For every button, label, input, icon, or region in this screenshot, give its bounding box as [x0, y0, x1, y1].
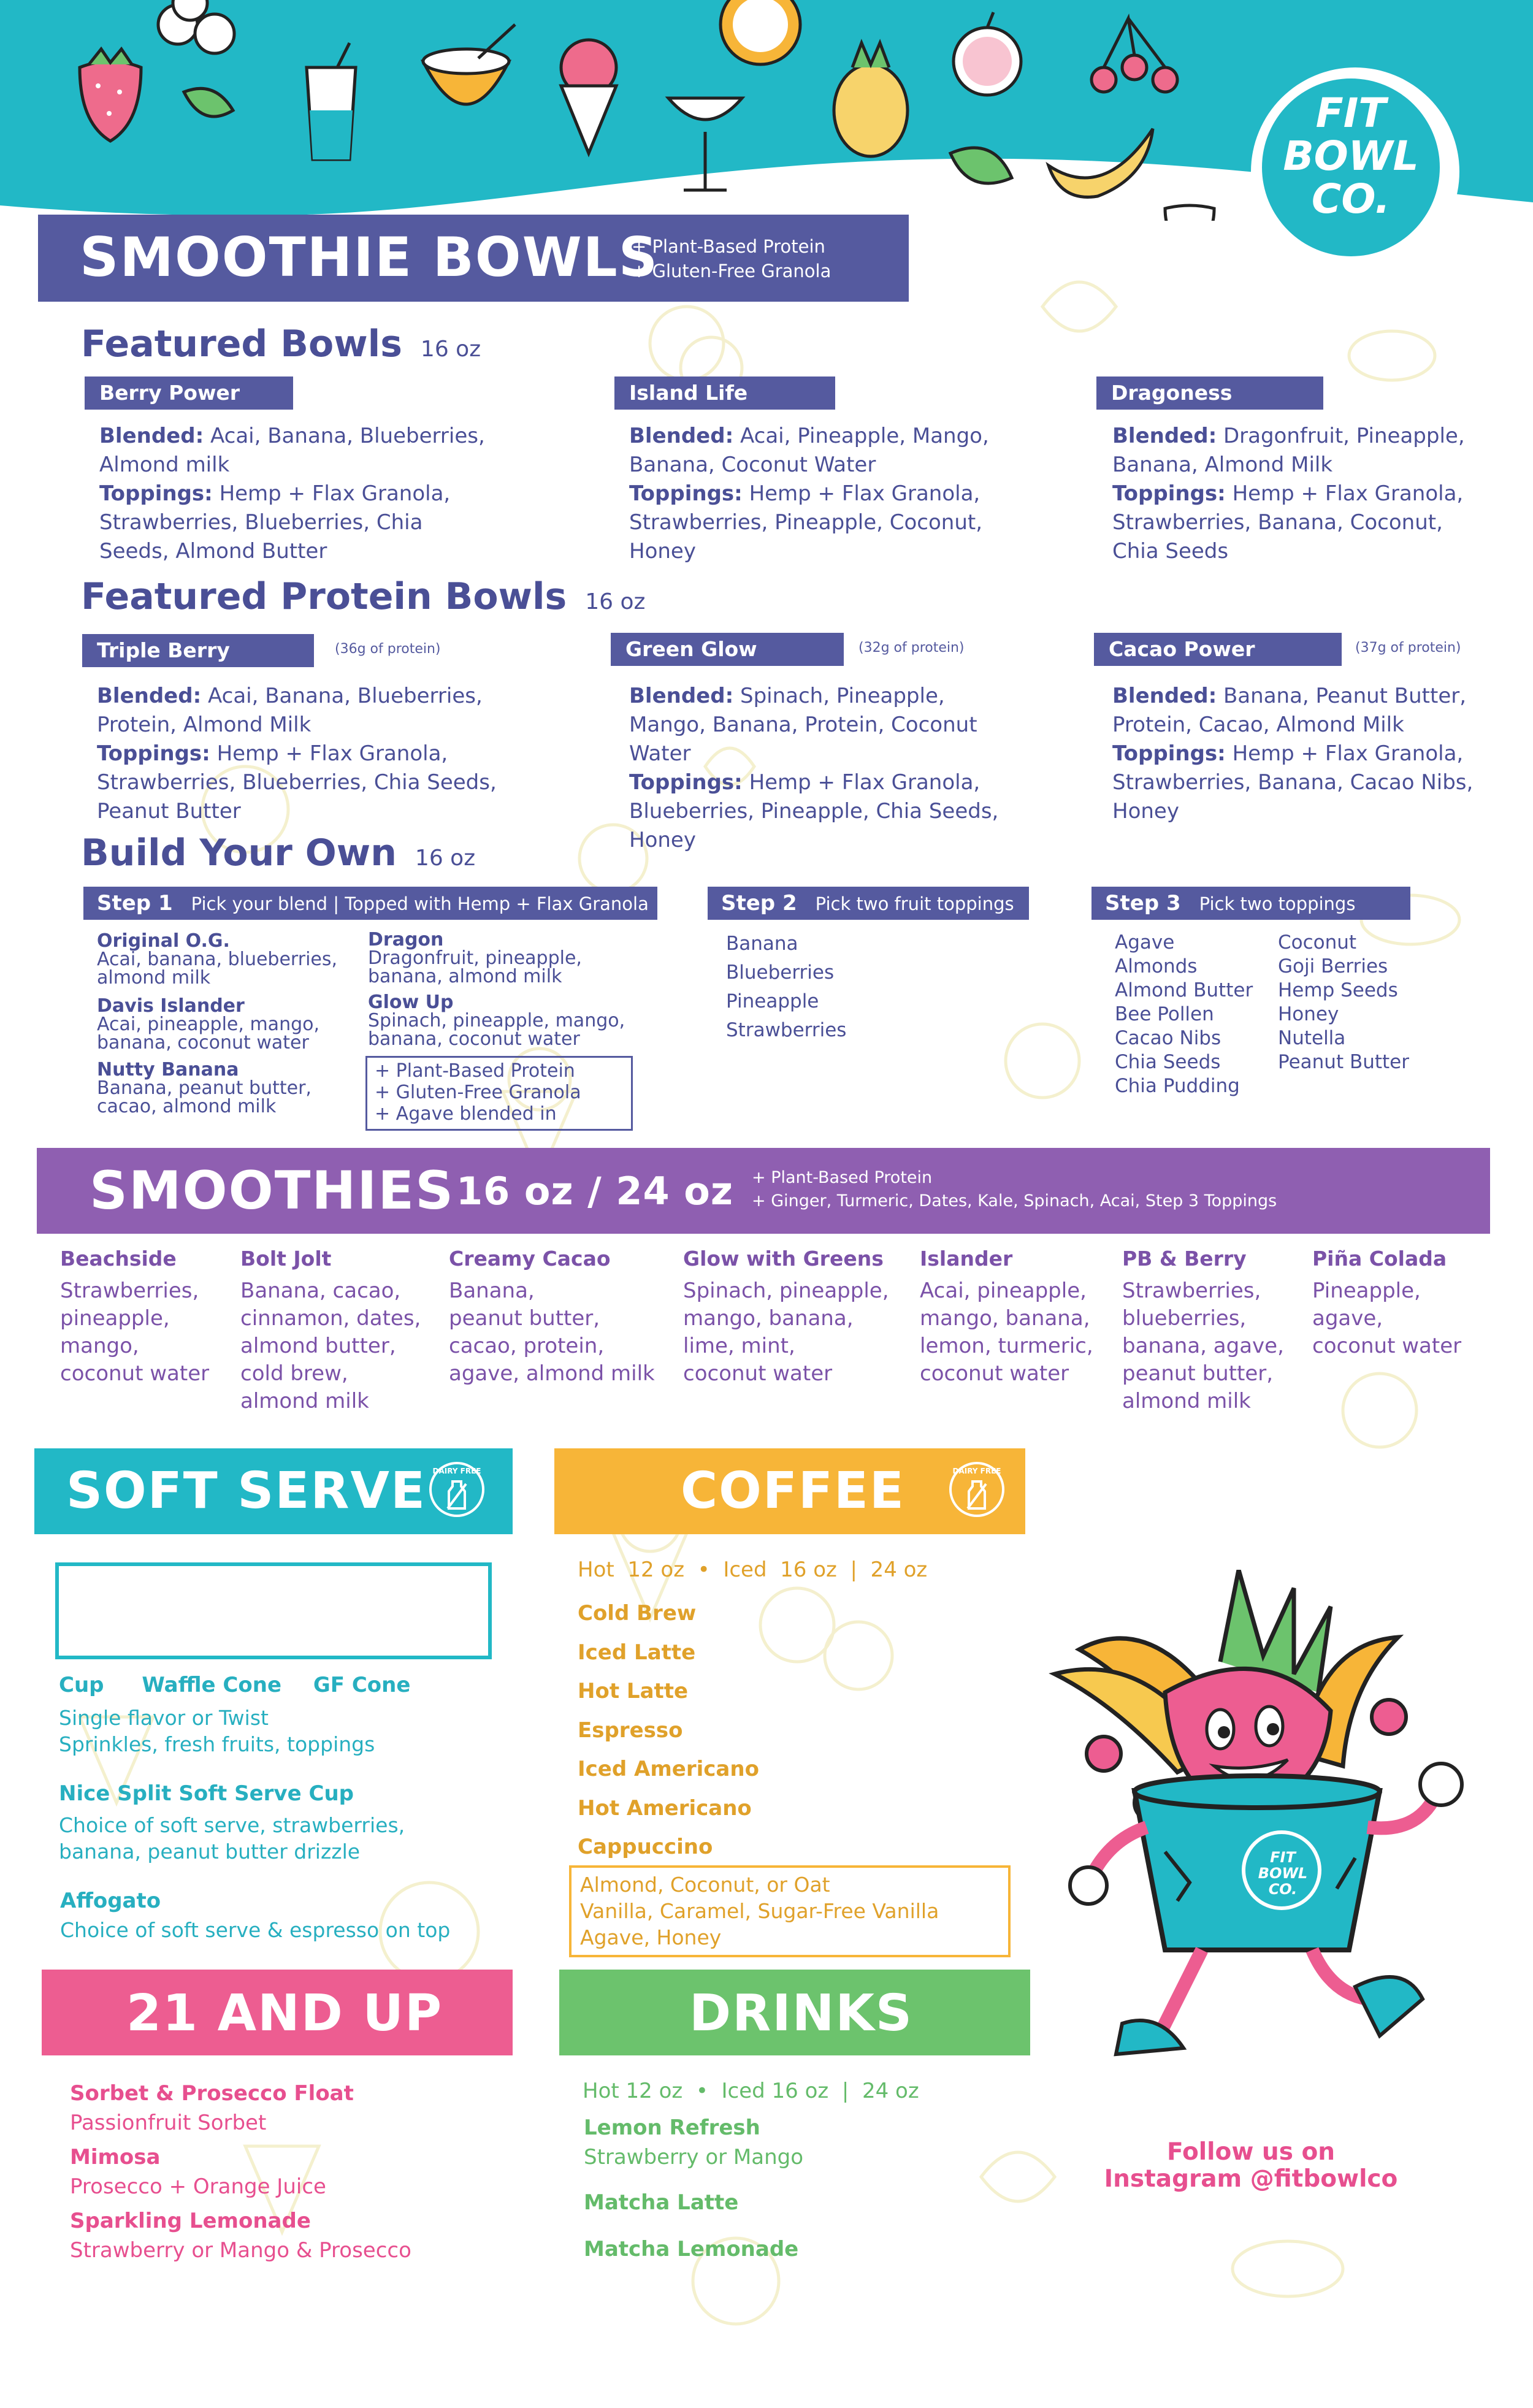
smoothie-name: Beachside [60, 1247, 177, 1271]
step-3-text: Pick two toppings [1199, 893, 1356, 914]
drink-item-name: Matcha Latte [584, 2190, 739, 2215]
smoothie-line: cold brew, [240, 1361, 348, 1386]
blended-label: Blended: [97, 684, 202, 708]
step-2-list [726, 930, 846, 1045]
soft-serve-flavor-box [55, 1562, 492, 1659]
coffee-option: Agave, Honey [580, 1925, 722, 1949]
toppings-label: Toppings: [97, 741, 210, 766]
bowl-toppings: Hemp + Flax Granola, Strawberries, Pineapple, Coconut, Honey [629, 481, 983, 564]
bowl-blended: Dragonfruit, Pineapple, Banana, Almond Milk [1112, 424, 1465, 477]
protein-amount: (36g of protein) [335, 641, 441, 657]
addon: + Plant-Based Protein [375, 1060, 575, 1082]
coffee-title: COFFEE [681, 1462, 905, 1520]
build-your-own-title: Build Your Own [81, 831, 397, 874]
coffee-sizes: Hot 12 oz • Iced 16 oz | 24 oz [578, 1558, 928, 1582]
step-1-label [83, 887, 657, 920]
smoothie-line: agave, [1312, 1306, 1383, 1331]
ice-cream-icon [561, 40, 616, 153]
bowl-blended: Acai, Pineapple, Mango, Banana, Coconut Water [629, 424, 989, 477]
smoothie-creamy-cacao [449, 1245, 655, 1388]
smoothie-line: mango, [60, 1334, 139, 1358]
coffee-item: Hot Latte [578, 1679, 689, 1703]
bowl-label-triple-berry: Triple Berry [82, 634, 314, 667]
smoothies-addon: + Plant-Based Protein [752, 1168, 933, 1187]
smoothie-name: Bolt Jolt [240, 1247, 332, 1271]
mascot-bowl-logo [1245, 1849, 1321, 1897]
blend-nutty-banana [97, 1061, 354, 1116]
blend-name: Dragon [368, 929, 444, 950]
follow-line: Follow us on [1166, 2138, 1336, 2166]
smoothie-bowls-addon: + Gluten-Free Granola [632, 261, 831, 281]
list-item: Agave [1115, 931, 1175, 954]
smoothie-line: lemon, turmeric, [920, 1334, 1093, 1358]
bowl-blended: Acai, Banana, Blueberries, Protein, Almond Milk [97, 684, 483, 737]
coffee-item: Cold Brew [578, 1601, 697, 1626]
blend-desc: Dragonfruit, pineapple, banana, almond milk [368, 947, 582, 987]
step-3-number: Step 3 [1105, 891, 1181, 915]
strawberry-icon [80, 49, 141, 141]
drink-item-name: Matcha Lemonade [584, 2237, 799, 2261]
smoothie-name: PB & Berry [1122, 1247, 1247, 1271]
protein-amount: (32g of protein) [858, 640, 965, 656]
drink-item-name: Lemon Refresh [584, 2116, 760, 2140]
smoothie-line: pineapple, [60, 1306, 170, 1331]
adults-list [70, 2079, 411, 2265]
nice-split-line: Choice of soft serve, strawberries, [59, 1813, 405, 1837]
list-item: Pineapple [726, 990, 819, 1012]
smoothie-line: peanut butter, [449, 1306, 600, 1331]
smoothie-bowls-addons [632, 234, 831, 283]
bowl-toppings: Hemp + Flax Granola, Strawberries, Blueberries, Chia Seeds, Peanut Butter [97, 741, 497, 824]
blend-davis-islander [97, 997, 354, 1052]
protein-amount: (37g of protein) [1355, 640, 1461, 656]
affogato-desc: Choice of soft serve & espresso on top [60, 1918, 451, 1942]
bowl-desc-dragoness [1112, 422, 1493, 566]
smoothie-line: Banana, cacao, [240, 1279, 401, 1303]
bowl-desc-triple-berry [97, 682, 502, 826]
coffee-item: Espresso [578, 1718, 683, 1743]
blend-original-og [97, 932, 354, 987]
smoothies-title: SMOOTHIES [90, 1160, 455, 1221]
smoothie-name: Creamy Cacao [449, 1247, 611, 1271]
smoothie-beachside [60, 1245, 209, 1388]
drink-cup-icon [307, 43, 356, 159]
strawberry-icon [1165, 205, 1214, 221]
build-your-own-size: 16 oz [415, 846, 476, 871]
adult-item-desc: Prosecco + Orange Juice [70, 2174, 326, 2199]
list-item: Nutella [1278, 1027, 1346, 1049]
pineapple-icon [834, 43, 908, 156]
step-1-number: Step 1 [97, 891, 173, 915]
logo-line-2: BOWL [1283, 132, 1419, 180]
blended-label: Blended: [629, 424, 734, 448]
nice-split-name: Nice Split Soft Serve Cup [59, 1781, 354, 1806]
nice-split-line: banana, peanut butter drizzle [59, 1840, 361, 1863]
blended-label: Blended: [1112, 424, 1217, 448]
bowl-desc-green-glow [629, 682, 1028, 855]
affogato-name: Affogato [60, 1889, 161, 1913]
bowl-blended: Acai, Banana, Blueberries, Almond milk [99, 424, 485, 477]
list-item: Bee Pollen [1115, 1003, 1214, 1025]
bowl-blended: Banana, Peanut Butter, Protein, Cacao, Almond Milk [1112, 684, 1467, 737]
bowl-label-dragoness: Dragoness [1096, 376, 1323, 410]
list-item: Chia Seeds [1115, 1051, 1221, 1073]
bowl-toppings: Hemp + Flax Granola, Blueberries, Pineapple, Chia Seeds, Honey [629, 770, 999, 852]
coffee-item: Iced Americano [578, 1757, 759, 1781]
smoothie-name: Glow with Greens [683, 1247, 884, 1271]
blended-label: Blended: [1112, 684, 1217, 708]
logo-line-1: FIT [1315, 90, 1386, 137]
blend-desc: Banana, peanut butter, cacao, almond milk [97, 1077, 312, 1117]
adult-item-desc: Passionfruit Sorbet [70, 2111, 267, 2135]
list-item: Banana [726, 933, 798, 955]
featured-bowls-size: 16 oz [420, 337, 481, 362]
nice-split [59, 1781, 405, 1865]
smoothie-line: Spinach, pineapple, [683, 1279, 889, 1303]
list-item: Almonds [1115, 955, 1198, 977]
list-item: Blueberries [726, 961, 835, 984]
coffee-option: Almond, Coconut, or Oat [580, 1873, 830, 1897]
bowl-toppings: Hemp + Flax Granola, Strawberries, Banana, Coconut, Chia Seeds [1112, 481, 1464, 564]
soft-serve-options-desc [59, 1705, 375, 1757]
addon: + Agave blended in [375, 1103, 557, 1125]
smoothie-line: coconut water [920, 1361, 1069, 1386]
smoothie-name: Islander [920, 1247, 1013, 1271]
bowl-blended: Spinach, Pineapple, Mango, Banana, Protein, Coconut Water [629, 684, 977, 766]
smoothie-line: coconut water [60, 1361, 210, 1386]
blend-desc: Spinach, pineapple, mango, banana, coconut water [368, 1010, 625, 1050]
bowl-toppings: Hemp + Flax Granola, Strawberries, Banana, Cacao Nibs, Honey [1112, 741, 1474, 824]
coffee-item: Cappuccino [578, 1835, 713, 1859]
smoothie-line: almond butter, [240, 1334, 396, 1358]
protein-bowls-title: Featured Protein Bowls [81, 575, 567, 618]
soft-serve-options [59, 1673, 410, 1697]
bowl-toppings: Hemp + Flax Granola, Strawberries, Blueberries, Chia Seeds, Almond Butter [99, 481, 451, 564]
milk-bottle-icon [965, 1480, 988, 1511]
coffee-list [578, 1594, 759, 1867]
option-gf-cone: GF Cone [313, 1673, 411, 1697]
list-item: Goji Berries [1278, 955, 1388, 977]
adult-item-desc: Strawberry or Mango & Prosecco [70, 2238, 411, 2263]
step-1-text: Pick your blend | Topped with Hemp + Flax Granola [191, 893, 649, 914]
smoothie-line: Banana, [449, 1279, 535, 1303]
coconut-icon [423, 25, 515, 104]
step-1-addons-box [365, 1056, 633, 1131]
mascot-illustration [1036, 1570, 1502, 2085]
adult-item-name: Mimosa [70, 2145, 161, 2169]
blend-desc: Acai, pineapple, mango, banana, coconut water [97, 1014, 320, 1053]
smoothie-line: Acai, pineapple, [920, 1279, 1087, 1303]
smoothie-bowls-title: SMOOTHIE BOWLS [80, 226, 659, 289]
smoothie-line: peanut butter, [1122, 1361, 1274, 1386]
smoothie-line: banana, agave, [1122, 1334, 1284, 1358]
list-item: Hemp Seeds [1278, 979, 1398, 1001]
bowl-label-island-life: Island Life [614, 376, 835, 410]
drink-item-desc: Strawberry or Mango [584, 2145, 804, 2169]
drinks-list [584, 2113, 803, 2264]
soft-serve-title: SOFT SERVE [66, 1462, 426, 1520]
smoothie-glow-with-greens [683, 1245, 889, 1388]
blend-glow-up [368, 993, 644, 1049]
blend-name: Original O.G. [97, 930, 230, 952]
blended-label: Blended: [99, 424, 204, 448]
smoothie-line: coconut water [683, 1361, 833, 1386]
bowl-label-berry-power: Berry Power [85, 376, 293, 410]
smoothie-line: almond milk [240, 1389, 369, 1413]
list-item: Honey [1278, 1003, 1339, 1025]
list-item: Chia Pudding [1115, 1075, 1240, 1097]
affogato [60, 1886, 450, 1945]
step-3-list-col1 [1115, 931, 1253, 1098]
cocktail-glass-icon [668, 98, 742, 190]
bowl-desc-cacao-power [1112, 682, 1499, 826]
option-waffle-cone: Waffle Cone [142, 1673, 282, 1697]
smoothie-line: coconut water [1312, 1334, 1462, 1358]
orange-slice-icon [721, 0, 800, 64]
bowl-label-green-glow: Green Glow [611, 633, 844, 666]
smoothie-line: Strawberries, [60, 1279, 199, 1303]
protein-bowls-heading [81, 575, 645, 618]
bowl-desc-island-life [629, 422, 1022, 566]
21-and-up-title: 21 AND UP [126, 1984, 443, 2043]
list-item: Strawberries [726, 1019, 847, 1041]
smoothies-addons [752, 1166, 1277, 1213]
toppings-label: Toppings: [1112, 741, 1226, 766]
coffee-item: Hot Americano [578, 1795, 752, 1821]
follow-us[interactable] [1091, 2139, 1410, 2193]
smoothie-pina-colada [1312, 1245, 1461, 1360]
smoothies-sizes: 16 oz / 24 oz [456, 1169, 733, 1214]
smoothie-line: almond milk [1122, 1389, 1251, 1413]
featured-bowls-heading [81, 323, 481, 365]
smoothie-islander [920, 1245, 1093, 1388]
leaf-icon [950, 148, 1012, 183]
toppings-label: Toppings: [629, 770, 743, 795]
milk-bottle-icon [445, 1480, 468, 1511]
dairy-free-badge-text: DAIRY FREE [952, 1467, 1001, 1475]
instagram-link[interactable]: Instagram @fitbowlco [1104, 2165, 1398, 2193]
build-your-own-heading [81, 831, 475, 874]
drinks-title: DRINKS [689, 1984, 913, 2043]
list-item: Coconut [1278, 931, 1357, 954]
header-fruit-icons [37, 0, 1239, 221]
smoothie-line: Pineapple, [1312, 1279, 1421, 1303]
step-3-list-col2 [1278, 931, 1409, 1074]
mascot-logo-line: FIT [1270, 1849, 1296, 1866]
blend-name: Glow Up [368, 992, 454, 1013]
toppings-label: Toppings: [99, 481, 213, 506]
protein-bowls-size: 16 oz [585, 589, 646, 614]
list-item: Peanut Butter [1278, 1051, 1410, 1073]
toppings-label: Toppings: [1112, 481, 1226, 506]
smoothie-line: lime, mint, [683, 1334, 795, 1358]
blended-label: Blended: [629, 684, 734, 708]
featured-bowls-title: Featured Bowls [81, 323, 402, 365]
smoothie-pb-berry [1122, 1245, 1284, 1415]
cherries-icon [1091, 18, 1177, 92]
coffee-item: Iced Latte [578, 1640, 696, 1665]
smoothie-name: Piña Colada [1312, 1247, 1447, 1271]
banana-icon [1049, 129, 1153, 197]
smoothie-bolt-jolt [240, 1245, 421, 1415]
dairy-free-badge-text: DAIRY FREE [432, 1467, 481, 1475]
smoothie-line: agave, almond milk [449, 1361, 655, 1386]
option-cup: Cup [59, 1673, 104, 1697]
drinks-sizes: Hot 12 oz • Iced 16 oz | 24 oz [583, 2079, 919, 2103]
mascot-logo-line: CO. [1268, 1881, 1298, 1898]
smoothie-line: cacao, protein, [449, 1334, 605, 1358]
adult-item-name: Sorbet & Prosecco Float [70, 2081, 354, 2106]
toppings-label: Toppings: [629, 481, 743, 506]
smoothie-line: Strawberries, [1122, 1279, 1261, 1303]
addon: + Gluten-Free Granola [375, 1082, 581, 1103]
list-item: Almond Butter [1115, 979, 1253, 1001]
smoothie-line: mango, banana, [920, 1306, 1090, 1331]
coffee-options-box [569, 1865, 1011, 1957]
smoothie-line: mango, banana, [683, 1306, 854, 1331]
apple-icon [954, 12, 1021, 95]
step-3-label [1091, 887, 1410, 920]
smoothie-bowls-addon: + Plant-Based Protein [632, 236, 825, 257]
bowl-desc-berry-power [99, 422, 492, 566]
step-2-text: Pick two fruit toppings [815, 893, 1014, 914]
bowl-label-cacao-power: Cacao Power [1094, 633, 1342, 666]
smoothies-addon: + Ginger, Turmeric, Dates, Kale, Spinach, Acai, Step 3 Toppings [752, 1191, 1277, 1210]
coffee-option: Vanilla, Caramel, Sugar-Free Vanilla [580, 1899, 939, 1923]
option-desc: Sprinkles, fresh fruits, toppings [59, 1732, 375, 1756]
step-2-label [708, 887, 1029, 920]
list-item: Cacao Nibs [1115, 1027, 1221, 1049]
logo-text [1262, 92, 1440, 221]
adult-item-name: Sparkling Lemonade [70, 2209, 311, 2233]
blend-desc: Acai, banana, blueberries, almond milk [97, 949, 338, 988]
leaf-icon [184, 88, 233, 117]
blend-name: Davis Islander [97, 995, 245, 1017]
option-desc: Single flavor or Twist [59, 1706, 269, 1730]
blueberry-icon [158, 0, 234, 53]
blend-dragon [368, 931, 638, 986]
smoothie-line: cinnamon, dates, [240, 1306, 421, 1331]
step-2-number: Step 2 [721, 891, 797, 915]
mascot-logo-line: BOWL [1258, 1865, 1308, 1882]
logo-line-3: CO. [1311, 175, 1391, 223]
smoothie-line: blueberries, [1122, 1306, 1247, 1331]
blend-name: Nutty Banana [97, 1059, 239, 1080]
